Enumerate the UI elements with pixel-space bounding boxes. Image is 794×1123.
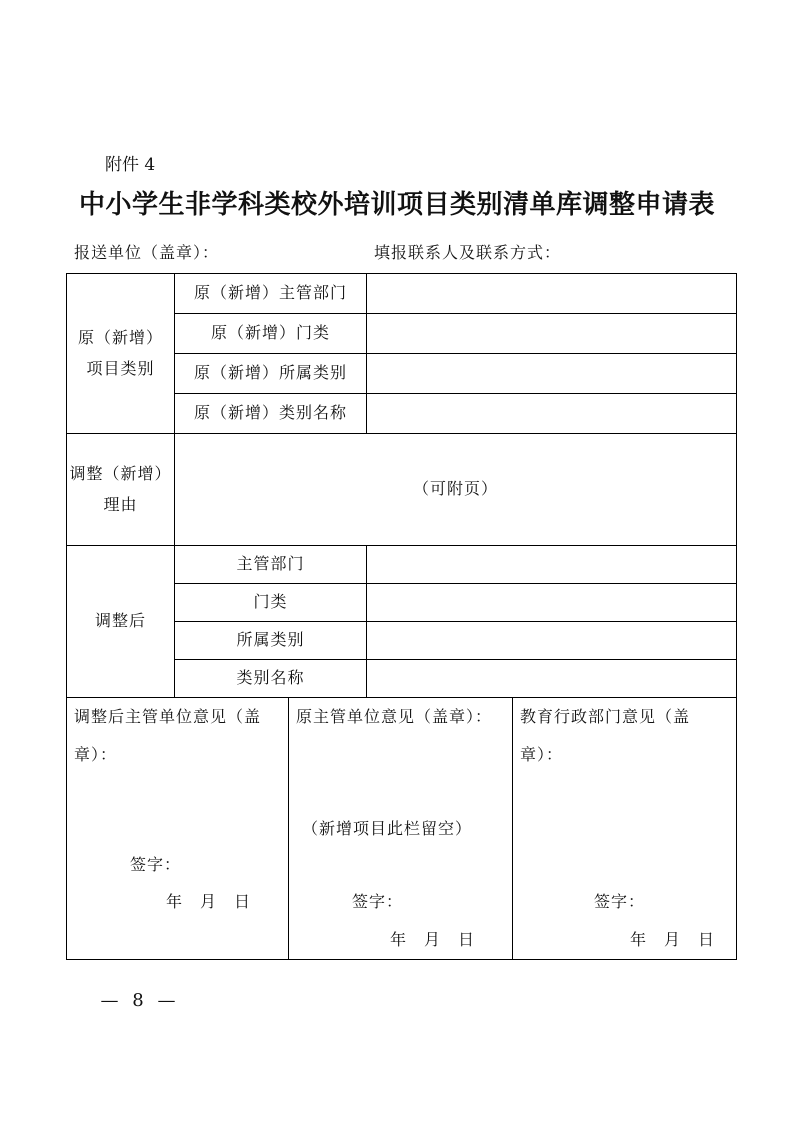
original-dept-opinion-title: 原主管单位意见（盖章）：: [296, 707, 493, 726]
adjusted-class-field[interactable]: [367, 584, 736, 621]
adjusted-dept-date-label: 年 月 日: [166, 892, 252, 911]
adjusted-dept-label: 主管部门: [236, 554, 305, 574]
original-class-field[interactable]: [367, 314, 736, 353]
original-dept-note: （新增项目此栏留空）: [302, 819, 473, 838]
table-border-right: [736, 273, 737, 960]
original-dept-label: 原（新增）主管部门: [193, 283, 347, 303]
original-dept-signature-label: 签字：: [352, 892, 404, 911]
reporting-unit-label: 报送单位（盖章）：: [74, 243, 220, 262]
education-dept-opinion-title-line1: 教育行政部门意见（盖: [520, 707, 691, 726]
original-category-name-field[interactable]: [367, 394, 736, 433]
adjusted-label: 调整后: [94, 611, 146, 631]
original-category-name-label: 原（新增）类别名称: [193, 403, 347, 423]
attachment-label: 附件 4: [105, 155, 156, 175]
adjusted-dept-opinion-title-line2: 章）：: [74, 745, 118, 764]
adjusted-dept-signature-label: 签字：: [130, 855, 182, 874]
original-subcategory-field[interactable]: [367, 354, 736, 393]
education-dept-opinion-title-line2: 章）：: [520, 745, 564, 764]
original-dept-date-label: 年 月 日: [390, 930, 476, 949]
original-category-label: [67, 274, 174, 433]
adjusted-subcategory-label: 所属类别: [236, 630, 305, 650]
reason-field[interactable]: （可附页）: [412, 479, 498, 499]
original-category-label-line2: 项目类别: [86, 358, 155, 378]
adjusted-dept-field[interactable]: [367, 546, 736, 583]
reason-label-line2: 理由: [103, 494, 138, 514]
reason-label-line1: 调整（新增）: [69, 464, 172, 484]
table-border-bottom: [66, 959, 737, 960]
page-number: — 8 —: [100, 990, 180, 1011]
original-class-label: 原（新增）门类: [210, 323, 330, 343]
adjusted-category-name-label: 类别名称: [236, 668, 305, 688]
original-dept-field[interactable]: [367, 274, 736, 313]
reason-label: [67, 434, 174, 545]
contact-person-label: 填报联系人及联系方式：: [374, 243, 562, 262]
adjusted-dept-opinion-title-line1: 调整后主管单位意见（盖: [74, 707, 262, 726]
adjusted-class-label: 门类: [253, 592, 288, 612]
education-dept-signature-label: 签字：: [594, 892, 646, 911]
adjusted-subcategory-field[interactable]: [367, 622, 736, 659]
page-title: 中小学生非学科类校外培训项目类别清单库调整申请表: [78, 190, 715, 220]
adjusted-category-name-field[interactable]: [367, 660, 736, 697]
original-subcategory-label: 原（新增）所属类别: [193, 363, 347, 383]
education-dept-date-label: 年 月 日: [630, 930, 716, 949]
original-category-label-line1: 原（新增）: [77, 328, 163, 348]
